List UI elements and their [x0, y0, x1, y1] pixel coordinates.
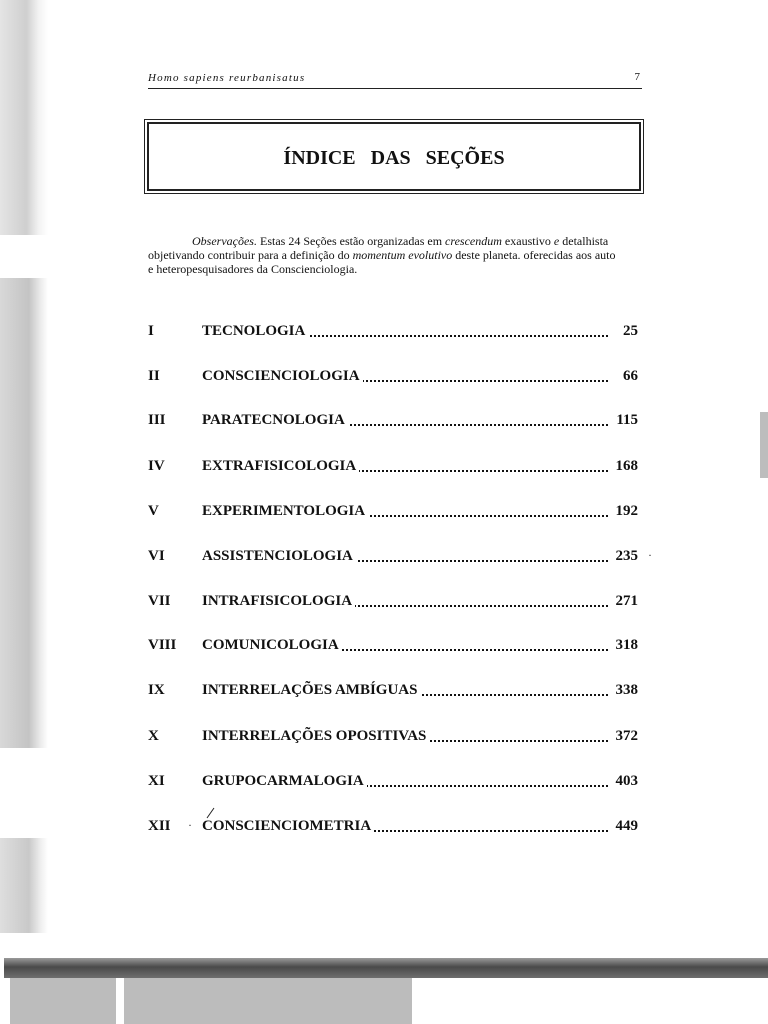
index-entry[interactable] — [148, 503, 638, 525]
section-title: TECNOLOGIA — [202, 323, 308, 340]
running-title: Homo sapiens reurbanisatus — [148, 72, 306, 84]
index-entry[interactable] — [148, 818, 638, 840]
section-title: PARATECNOLOGIA — [202, 412, 348, 429]
scan-edge-shadow-top — [0, 0, 48, 235]
section-page: 318 — [613, 637, 639, 654]
section-page: 338 — [613, 682, 639, 699]
section-page: 372 — [613, 728, 639, 745]
scan-bottom-block — [10, 978, 116, 1024]
section-title: INTERRELAÇÕES AMBÍGUAS — [202, 682, 420, 699]
scan-bottom-bar — [4, 958, 768, 978]
observations-text: deste planeta. oferecidas aos auto — [455, 248, 616, 262]
section-number: XII — [148, 818, 171, 834]
section-title: ASSISTENCIOLOGIA — [202, 548, 356, 565]
stray-mark: · — [648, 548, 652, 562]
page-number: 7 — [634, 71, 640, 83]
title-box — [147, 122, 641, 191]
observations-line: e heteropesquisadores da Conscienciologia. — [148, 262, 358, 276]
dot-leader — [202, 560, 608, 562]
section-number: VII — [148, 593, 171, 609]
index-entry[interactable] — [148, 773, 638, 795]
running-header — [148, 70, 642, 89]
section-page: 271 — [613, 593, 639, 610]
index-entry[interactable] — [148, 412, 638, 434]
page-title: ÍNDICE DAS SEÇÕES — [283, 147, 505, 169]
observations-text: Estas 24 Seções estão organizadas em — [259, 234, 443, 248]
dot-leader — [202, 380, 608, 382]
index-entry[interactable] — [148, 682, 638, 704]
dot-leader — [202, 740, 608, 742]
observations-text: exaustivo — [504, 234, 551, 248]
dot-leader — [202, 424, 608, 426]
section-page: 192 — [613, 503, 639, 520]
index-entry[interactable] — [148, 593, 638, 615]
section-number: I — [148, 323, 154, 339]
dot-leader — [202, 649, 608, 651]
section-title: EXTRAFISICOLOGIA — [202, 458, 359, 475]
observations-term: momentum evolutivo — [352, 248, 453, 262]
section-title: INTERRELAÇÕES OPOSITIVAS — [202, 728, 429, 745]
scan-edge-shadow-bottom — [0, 838, 48, 933]
dot-leader — [202, 694, 608, 696]
observations-line — [148, 234, 642, 248]
scan-edge-mark — [760, 412, 768, 478]
observations-line — [148, 248, 642, 262]
index-entry[interactable] — [148, 458, 638, 480]
section-number: II — [148, 368, 160, 384]
section-page: 403 — [613, 773, 639, 790]
section-page: 168 — [613, 458, 639, 475]
section-page: 25 — [620, 323, 638, 340]
section-title: EXPERIMENTOLOGIA — [202, 503, 368, 520]
section-number: XI — [148, 773, 165, 789]
observations-text: objetivando contribuir para a definição do — [148, 248, 350, 262]
section-number: III — [148, 412, 166, 428]
pen-stroke-mark — [204, 806, 216, 820]
section-number: IV — [148, 458, 165, 474]
dot-leader — [202, 470, 608, 472]
dot-leader — [202, 515, 608, 517]
index-entry[interactable] — [148, 323, 638, 345]
section-number: IX — [148, 682, 165, 698]
dot-leader — [202, 605, 608, 607]
index-entry[interactable] — [148, 368, 638, 390]
observations-label: Observações. — [192, 234, 257, 248]
section-title: GRUPOCARMALOGIA — [202, 773, 367, 790]
scan-bottom-block — [124, 978, 412, 1024]
dot-leader — [202, 830, 608, 832]
dot-leader — [202, 785, 608, 787]
observations-text: e — [553, 234, 560, 248]
section-title: CONSCIENCIOMETRIA — [202, 818, 374, 835]
index-entry[interactable] — [148, 637, 638, 659]
index-entry[interactable] — [148, 728, 638, 750]
section-number: VI — [148, 548, 165, 564]
section-page: 115 — [613, 412, 638, 429]
index-entry[interactable] — [148, 548, 638, 570]
section-page: 449 — [613, 818, 639, 835]
section-page: 235 — [613, 548, 639, 565]
dot-leader — [202, 335, 608, 337]
section-title: CONSCIENCIOLOGIA — [202, 368, 363, 385]
section-title: INTRAFISICOLOGIA — [202, 593, 355, 610]
scan-edge-shadow-middle — [0, 278, 48, 748]
section-number: V — [148, 503, 159, 519]
observations-paragraph — [148, 234, 642, 276]
stray-mark: · — [188, 818, 192, 832]
observations-term: crescendum — [445, 234, 502, 248]
section-number: VIII — [148, 637, 177, 653]
observations-text: detalhista — [562, 234, 609, 248]
section-page: 66 — [620, 368, 638, 385]
section-title: COMUNICOLOGIA — [202, 637, 342, 654]
section-number: X — [148, 728, 159, 744]
